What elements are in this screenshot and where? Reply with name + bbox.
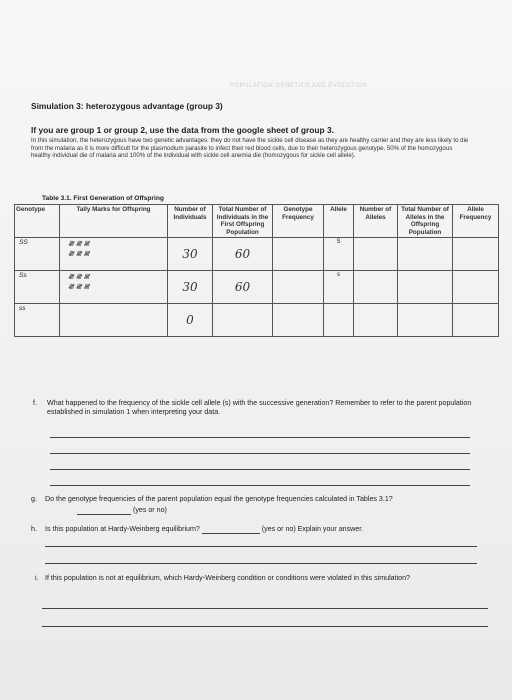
question-number: g. — [31, 495, 37, 503]
answer-hint: (yes or no) — [132, 506, 167, 514]
cell-genotype: Ss — [15, 271, 60, 304]
answer-line[interactable] — [45, 546, 477, 547]
cell-allele: S — [324, 238, 354, 271]
question-text: If this population is not at equilibrium, which Hardy-Weinberg condition or conditions were violated in this simulation? — [45, 574, 410, 582]
header-genotype: Genotype — [15, 205, 60, 238]
table-row — [15, 238, 499, 271]
answer-blank[interactable] — [77, 506, 131, 515]
tally-line: 𝍸 𝍸 𝍸 — [68, 239, 90, 249]
table-row — [15, 304, 499, 337]
intro-paragraph: In this simulation, the heterozygous have two genetic advantages: they do not have the sickle cell disease as they are healthy carrier and they are less likely to die from the malaria as it is more difficult for the plasmodium parasite to infect their red blood cells, due to their heterozygous genotype. 50% of the homozygous healthy individual die of malaria and 100% of the individual with sickle cell anemia die (homozygous for sickle cell allele). — [31, 137, 469, 160]
question-g — [31, 495, 501, 517]
cell-number: 30 — [168, 271, 213, 304]
cell-number-alleles[interactable] — [354, 238, 398, 271]
cell-number: 0 — [168, 304, 213, 337]
answer-line[interactable] — [50, 453, 470, 454]
question-number: i. — [35, 574, 39, 582]
header-tally: Tally Marks for Offspring — [60, 205, 168, 238]
cell-total-alleles[interactable] — [398, 304, 453, 337]
header-number: Number of Individuals — [168, 205, 213, 238]
answer-hint: (yes or no) Explain your answer. — [261, 525, 364, 533]
question-text: What happened to the frequency of the sickle cell allele (s) with the successive generation? Remember to refer to the parent population established in simulation 1 when interpreting your data. — [47, 399, 472, 416]
answer-line[interactable] — [50, 437, 470, 438]
question-text: Do the genotype frequencies of the parent population equal the genotype frequencies calculated in Tables 3.1? — [45, 495, 393, 503]
question-number: f. — [33, 399, 37, 407]
cell-total-alleles[interactable] — [398, 271, 453, 304]
question-number: h. — [31, 525, 37, 533]
cell-genotype: SS — [15, 238, 60, 271]
tally-line: 𝍸 𝍸 𝍸 — [68, 249, 90, 259]
cell-allele: s — [324, 271, 354, 304]
question-g-answer — [77, 506, 167, 515]
cell-tally — [60, 271, 168, 304]
answer-line[interactable] — [45, 563, 477, 564]
header-total-alleles: Total Number of Alleles in the Offspring Population — [398, 205, 453, 238]
header-allele: Allele — [324, 205, 354, 238]
tally-line: 𝍸 𝍸 𝍸 — [68, 282, 90, 292]
cell-allele — [324, 304, 354, 337]
question-f — [33, 399, 493, 423]
cell-genotype: ss — [15, 304, 60, 337]
answer-line[interactable] — [42, 608, 488, 609]
cell-number: 30 — [168, 238, 213, 271]
question-h-line — [45, 525, 363, 534]
table-row — [15, 271, 499, 304]
question-h — [31, 525, 501, 535]
cell-genotype-frequency[interactable] — [273, 304, 324, 337]
header-number-alleles: Number of Alleles — [354, 205, 398, 238]
header-genotype-frequency: Genotype Frequency — [273, 205, 324, 238]
tally-line: 𝍸 𝍸 𝍸 — [68, 272, 90, 282]
page-subtitle: If you are group 1 or group 2, use the data from the google sheet of group 3. — [31, 125, 334, 135]
answer-line[interactable] — [42, 626, 488, 627]
offspring-table — [14, 204, 499, 337]
cell-total: 60 — [213, 238, 273, 271]
cell-tally — [60, 238, 168, 271]
cell-genotype-frequency[interactable] — [273, 238, 324, 271]
cell-total: 60 — [213, 271, 273, 304]
cell-tally[interactable] — [60, 304, 168, 337]
header-total-individuals: Total Number of Individuals in the First Offspring Population — [213, 205, 273, 238]
question-i — [35, 574, 495, 596]
cell-genotype-frequency[interactable] — [273, 271, 324, 304]
cell-number-alleles[interactable] — [354, 271, 398, 304]
page-title: Simulation 3: heterozygous advantage (group 3) — [31, 101, 223, 111]
cell-total[interactable] — [213, 304, 273, 337]
cell-total-alleles[interactable] — [398, 238, 453, 271]
faint-header: POPULATION GENETICS AND EVOLUTION — [230, 83, 368, 89]
table-caption: Table 3.1. First Generation of Offspring — [42, 195, 164, 202]
question-text: Is this population at Hardy-Weinberg equilibrium? — [45, 525, 200, 533]
answer-line[interactable] — [50, 485, 470, 486]
table-header-row — [15, 205, 499, 238]
cell-allele-frequency[interactable] — [453, 271, 499, 304]
cell-allele-frequency[interactable] — [453, 238, 499, 271]
header-allele-frequency: Allele Frequency — [453, 205, 499, 238]
answer-line[interactable] — [50, 469, 470, 470]
cell-allele-frequency[interactable] — [453, 304, 499, 337]
cell-number-alleles[interactable] — [354, 304, 398, 337]
answer-blank[interactable] — [202, 525, 260, 534]
